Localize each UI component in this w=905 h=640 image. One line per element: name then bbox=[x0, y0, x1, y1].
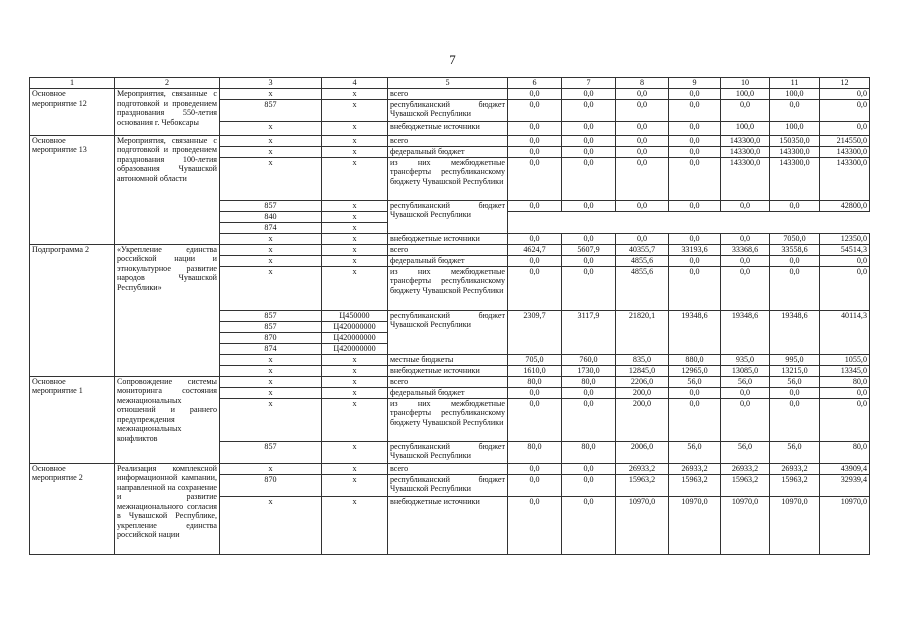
amount-cell: 835,0 bbox=[616, 354, 669, 365]
header-cell: 6 bbox=[508, 78, 562, 89]
amount-cell: 0,0 bbox=[562, 89, 616, 100]
amount-cell: 0,0 bbox=[616, 200, 669, 211]
header-cell: 10 bbox=[721, 78, 770, 89]
amount-cell: 4855,6 bbox=[616, 255, 669, 266]
table-row bbox=[30, 244, 870, 255]
header-cell: 11 bbox=[770, 78, 820, 89]
amount-cell: 40355,7 bbox=[616, 244, 669, 255]
csr-cell: Ц420000000 bbox=[322, 343, 388, 354]
amount-cell: 1610,0 bbox=[508, 365, 562, 376]
amount-cell: 0,0 bbox=[669, 255, 721, 266]
amount-cell: 33558,6 bbox=[770, 244, 820, 255]
amount-cell: 0,0 bbox=[770, 387, 820, 398]
grbs-cell: х bbox=[220, 376, 322, 387]
amount-cell: 10970,0 bbox=[616, 496, 669, 554]
amount-cell: 26933,2 bbox=[721, 463, 770, 474]
row-description-cell: «Укрепление единства российской нации и этнокультурное развитие народов Чувашской Республики» bbox=[115, 244, 220, 376]
amount-cell: 0,0 bbox=[669, 135, 721, 146]
funding-source-cell: всего bbox=[388, 376, 508, 387]
row-description-cell: Сопровождение системы мониторинга состояния межнациональных отношений и раннего предупреждения межнациональных конфликтов bbox=[115, 376, 220, 463]
header-cell: 1 bbox=[30, 78, 115, 89]
amount-cell: 26933,2 bbox=[770, 463, 820, 474]
csr-cell: х bbox=[322, 376, 388, 387]
amount-cell: 12350,0 bbox=[820, 233, 870, 244]
amount-cell: 0,0 bbox=[508, 121, 562, 135]
amount-cell: 0,0 bbox=[562, 99, 616, 121]
amount-cell: 0,0 bbox=[562, 121, 616, 135]
amount-cell: 0,0 bbox=[820, 398, 870, 441]
amount-cell: 0,0 bbox=[721, 200, 770, 211]
amount-cell: 0,0 bbox=[669, 146, 721, 157]
funding-source-cell: внебюджетные источники bbox=[388, 233, 508, 244]
grbs-cell: х bbox=[220, 463, 322, 474]
row-description-cell: Мероприятия, связанные с подготовкой и проведением празднования 100-летия образования Чувашской автономной области bbox=[115, 135, 220, 244]
amount-cell: 0,0 bbox=[616, 233, 669, 244]
amount-cell: 0,0 bbox=[508, 233, 562, 244]
amount-cell: 0,0 bbox=[562, 200, 616, 211]
amount-cell: 0,0 bbox=[562, 266, 616, 310]
grbs-cell: х bbox=[220, 233, 322, 244]
amount-cell: 33193,6 bbox=[669, 244, 721, 255]
amount-cell: 0,0 bbox=[508, 157, 562, 200]
amount-cell: 40114,3 bbox=[820, 310, 870, 354]
table-row bbox=[30, 89, 870, 100]
funding-source-cell: внебюджетные источники bbox=[388, 121, 508, 135]
amount-cell: 5607,9 bbox=[562, 244, 616, 255]
amount-cell: 0,0 bbox=[616, 135, 669, 146]
amount-cell: 12965,0 bbox=[669, 365, 721, 376]
amount-cell: 15963,2 bbox=[616, 474, 669, 496]
amount-cell: 0,0 bbox=[508, 89, 562, 100]
amount-cell: 0,0 bbox=[820, 255, 870, 266]
amount-cell: 214550,0 bbox=[820, 135, 870, 146]
amount-cell: 143300,0 bbox=[770, 146, 820, 157]
amount-cell: 43909,4 bbox=[820, 463, 870, 474]
amount-cell: 0,0 bbox=[508, 135, 562, 146]
amount-cell: 80,0 bbox=[820, 441, 870, 463]
amount-cell: 80,0 bbox=[820, 376, 870, 387]
amount-cell: 26933,2 bbox=[616, 463, 669, 474]
amount-cell: 0,0 bbox=[721, 99, 770, 121]
amount-cell: 0,0 bbox=[562, 387, 616, 398]
funding-source-cell: всего bbox=[388, 244, 508, 255]
header-cell: 12 bbox=[820, 78, 870, 89]
amount-cell: 150350,0 bbox=[770, 135, 820, 146]
amount-cell: 200,0 bbox=[616, 398, 669, 441]
amount-cell: 0,0 bbox=[721, 398, 770, 441]
row-label-cell: Подпрограмма 2 bbox=[30, 244, 115, 376]
amount-cell: 995,0 bbox=[770, 354, 820, 365]
amount-cell: 100,0 bbox=[770, 121, 820, 135]
funding-source-cell: всего bbox=[388, 135, 508, 146]
amount-cell: 0,0 bbox=[508, 266, 562, 310]
amount-cell: 10970,0 bbox=[669, 496, 721, 554]
amount-cell: 42800,0 bbox=[820, 200, 870, 211]
amount-cell: 143300,0 bbox=[721, 157, 770, 200]
csr-cell: х bbox=[322, 146, 388, 157]
csr-cell: х bbox=[322, 121, 388, 135]
header-cell: 8 bbox=[616, 78, 669, 89]
funding-source-cell: республиканский бюджет Чувашской Республики bbox=[388, 474, 508, 496]
amount-cell: 0,0 bbox=[770, 266, 820, 310]
table-row bbox=[30, 463, 870, 474]
amount-cell: 0,0 bbox=[508, 474, 562, 496]
amount-cell: 143300,0 bbox=[721, 135, 770, 146]
funding-source-cell: федеральный бюджет bbox=[388, 255, 508, 266]
funding-source-cell: из них межбюджетные трансферты республиканскому бюджету Чувашской Республики bbox=[388, 398, 508, 441]
amount-cell: 0,0 bbox=[669, 200, 721, 211]
amount-cell: 0,0 bbox=[669, 266, 721, 310]
amount-cell: 0,0 bbox=[820, 89, 870, 100]
csr-cell: х bbox=[322, 463, 388, 474]
csr-cell: х bbox=[322, 244, 388, 255]
grbs-cell: х bbox=[220, 255, 322, 266]
csr-cell: х bbox=[322, 266, 388, 310]
grbs-cell: 874 bbox=[220, 222, 322, 233]
csr-cell: х bbox=[322, 496, 388, 554]
amount-cell: 19348,6 bbox=[770, 310, 820, 354]
grbs-cell: х bbox=[220, 157, 322, 200]
amount-cell: 0,0 bbox=[508, 387, 562, 398]
amount-cell: 26933,2 bbox=[669, 463, 721, 474]
amount-cell: 56,0 bbox=[770, 376, 820, 387]
funding-source-cell: республиканский бюджет Чувашской Республики bbox=[388, 99, 508, 121]
amount-cell: 0,0 bbox=[669, 387, 721, 398]
row-label-cell: Основное мероприятие 13 bbox=[30, 135, 115, 244]
grbs-cell: 857 bbox=[220, 441, 322, 463]
amount-cell: 0,0 bbox=[770, 255, 820, 266]
csr-cell: х bbox=[322, 387, 388, 398]
amount-cell: 0,0 bbox=[562, 146, 616, 157]
amount-cell: 0,0 bbox=[721, 255, 770, 266]
funding-source-cell: всего bbox=[388, 463, 508, 474]
csr-cell: х bbox=[322, 441, 388, 463]
header-cell: 7 bbox=[562, 78, 616, 89]
amount-cell: 0,0 bbox=[820, 121, 870, 135]
header-cell: 9 bbox=[669, 78, 721, 89]
amount-cell: 705,0 bbox=[508, 354, 562, 365]
funding-source-cell: местные бюджеты bbox=[388, 354, 508, 365]
amount-cell: 0,0 bbox=[669, 99, 721, 121]
amount-cell: 143300,0 bbox=[820, 157, 870, 200]
csr-cell: х bbox=[322, 99, 388, 121]
amount-cell: 0,0 bbox=[669, 157, 721, 200]
amount-cell: 880,0 bbox=[669, 354, 721, 365]
row-description-cell: Реализация комплексной информационной кампании, направленной на сохранение и развитие межнационального согласия в Чувашской Республике, укрепление единства российской нации bbox=[115, 463, 220, 554]
amount-cell: 0,0 bbox=[820, 266, 870, 310]
amount-cell: 0,0 bbox=[562, 255, 616, 266]
amount-cell: 7050,0 bbox=[770, 233, 820, 244]
csr-cell: Ц450000 bbox=[322, 310, 388, 321]
csr-cell: х bbox=[322, 255, 388, 266]
amount-cell: 2309,7 bbox=[508, 310, 562, 354]
amount-cell: 2006,0 bbox=[616, 441, 669, 463]
funding-source-cell: из них межбюджетные трансферты республиканскому бюджету Чувашской Республики bbox=[388, 157, 508, 200]
amount-cell: 80,0 bbox=[508, 441, 562, 463]
amount-cell: 0,0 bbox=[669, 398, 721, 441]
amount-cell: 100,0 bbox=[721, 89, 770, 100]
row-label-cell: Основное мероприятие 1 bbox=[30, 376, 115, 463]
funding-source-cell: республиканский бюджет Чувашской Республики bbox=[388, 310, 508, 354]
csr-cell: х bbox=[322, 222, 388, 233]
row-description-cell: Мероприятия, связанные с подготовкой и проведением празднования 550-летия основания г. Чебоксары bbox=[115, 89, 220, 136]
grbs-cell: 870 bbox=[220, 332, 322, 343]
table-row bbox=[30, 135, 870, 146]
amount-cell: 0,0 bbox=[508, 146, 562, 157]
amount-cell: 0,0 bbox=[820, 99, 870, 121]
amount-cell: 100,0 bbox=[770, 89, 820, 100]
grbs-cell: 840 bbox=[220, 211, 322, 222]
header-cell: 3 bbox=[220, 78, 322, 89]
amount-cell: 0,0 bbox=[508, 398, 562, 441]
amount-cell: 1730,0 bbox=[562, 365, 616, 376]
amount-cell: 33368,6 bbox=[721, 244, 770, 255]
funding-source-cell: внебюджетные источники bbox=[388, 496, 508, 554]
grbs-cell: 857 bbox=[220, 99, 322, 121]
amount-cell: 0,0 bbox=[616, 99, 669, 121]
amount-cell: 56,0 bbox=[669, 441, 721, 463]
amount-cell: 15963,2 bbox=[721, 474, 770, 496]
csr-cell: х bbox=[322, 354, 388, 365]
amount-cell: 0,0 bbox=[562, 496, 616, 554]
header-cell: 5 bbox=[388, 78, 508, 89]
csr-cell: х bbox=[322, 200, 388, 211]
table-row bbox=[30, 376, 870, 387]
grbs-cell: х bbox=[220, 244, 322, 255]
amount-cell: 935,0 bbox=[721, 354, 770, 365]
grbs-cell: х bbox=[220, 496, 322, 554]
amount-cell: 0,0 bbox=[562, 474, 616, 496]
page-number: 7 bbox=[449, 52, 456, 67]
grbs-cell: х bbox=[220, 387, 322, 398]
amount-cell: 0,0 bbox=[562, 398, 616, 441]
grbs-cell: х bbox=[220, 135, 322, 146]
amount-cell: 0,0 bbox=[770, 398, 820, 441]
amount-cell: 0,0 bbox=[508, 463, 562, 474]
amount-cell: 1055,0 bbox=[820, 354, 870, 365]
funding-source-cell: всего bbox=[388, 89, 508, 100]
amount-cell: 0,0 bbox=[669, 121, 721, 135]
grbs-cell: х bbox=[220, 89, 322, 100]
amount-cell: 13215,0 bbox=[770, 365, 820, 376]
header-cell: 4 bbox=[322, 78, 388, 89]
amount-cell: 56,0 bbox=[669, 376, 721, 387]
amount-cell: 0,0 bbox=[562, 135, 616, 146]
amount-cell: 0,0 bbox=[669, 233, 721, 244]
csr-cell: х bbox=[322, 365, 388, 376]
amount-cell: 21820,1 bbox=[616, 310, 669, 354]
amount-cell: 56,0 bbox=[770, 441, 820, 463]
amount-cell: 0,0 bbox=[669, 89, 721, 100]
funding-source-cell: республиканский бюджет Чувашской Республики bbox=[388, 441, 508, 463]
amount-cell: 10970,0 bbox=[721, 496, 770, 554]
funding-source-cell: федеральный бюджет bbox=[388, 387, 508, 398]
csr-cell: Ц420000000 bbox=[322, 321, 388, 332]
amount-cell: 12845,0 bbox=[616, 365, 669, 376]
amount-cell: 32939,4 bbox=[820, 474, 870, 496]
amount-cell: 143300,0 bbox=[721, 146, 770, 157]
csr-cell: х bbox=[322, 211, 388, 222]
amount-cell: 0,0 bbox=[562, 157, 616, 200]
amount-cell: 54514,3 bbox=[820, 244, 870, 255]
amount-cell: 0,0 bbox=[820, 387, 870, 398]
amount-cell: 760,0 bbox=[562, 354, 616, 365]
table-body bbox=[30, 78, 870, 555]
amount-cell: 143300,0 bbox=[770, 157, 820, 200]
amount-cell: 0,0 bbox=[616, 121, 669, 135]
amount-cell: 56,0 bbox=[721, 376, 770, 387]
csr-cell: х bbox=[322, 233, 388, 244]
amount-cell: 3117,9 bbox=[562, 310, 616, 354]
csr-cell: х bbox=[322, 157, 388, 200]
grbs-cell: 857 bbox=[220, 310, 322, 321]
amount-cell: 100,0 bbox=[721, 121, 770, 135]
row-label-cell: Основное мероприятие 12 bbox=[30, 89, 115, 136]
budget-table bbox=[29, 77, 870, 555]
row-label-cell: Основное мероприятие 2 bbox=[30, 463, 115, 554]
amount-cell: 0,0 bbox=[770, 99, 820, 121]
header-cell: 2 bbox=[115, 78, 220, 89]
amount-cell: 0,0 bbox=[770, 200, 820, 211]
amount-cell: 80,0 bbox=[562, 376, 616, 387]
csr-cell: х bbox=[322, 398, 388, 441]
grbs-cell: 874 bbox=[220, 343, 322, 354]
amount-cell: 2206,0 bbox=[616, 376, 669, 387]
amount-cell: 15963,2 bbox=[770, 474, 820, 496]
amount-cell: 0,0 bbox=[721, 233, 770, 244]
amount-cell: 0,0 bbox=[616, 157, 669, 200]
amount-cell: 10970,0 bbox=[770, 496, 820, 554]
amount-cell: 13345,0 bbox=[820, 365, 870, 376]
amount-cell: 15963,2 bbox=[669, 474, 721, 496]
amount-cell: 0,0 bbox=[508, 255, 562, 266]
amount-cell: 143300,0 bbox=[820, 146, 870, 157]
grbs-cell: х bbox=[220, 146, 322, 157]
amount-cell: 56,0 bbox=[721, 441, 770, 463]
amount-cell: 0,0 bbox=[562, 233, 616, 244]
amount-cell: 80,0 bbox=[508, 376, 562, 387]
grbs-cell: х bbox=[220, 121, 322, 135]
amount-cell: 0,0 bbox=[508, 496, 562, 554]
amount-cell: 0,0 bbox=[721, 387, 770, 398]
amount-cell: 4624,7 bbox=[508, 244, 562, 255]
amount-cell: 10970,0 bbox=[820, 496, 870, 554]
grbs-cell: 857 bbox=[220, 200, 322, 211]
csr-cell: х bbox=[322, 135, 388, 146]
grbs-cell: х bbox=[220, 365, 322, 376]
csr-cell: Ц420000000 bbox=[322, 332, 388, 343]
amount-cell: 0,0 bbox=[508, 99, 562, 121]
funding-source-cell: республиканский бюджет Чувашской Республики bbox=[388, 200, 508, 233]
amount-cell: 0,0 bbox=[616, 89, 669, 100]
amount-cell: 4855,6 bbox=[616, 266, 669, 310]
grbs-cell: х bbox=[220, 266, 322, 310]
amount-cell: 0,0 bbox=[616, 146, 669, 157]
funding-source-cell: внебюджетные источники bbox=[388, 365, 508, 376]
grbs-cell: х bbox=[220, 354, 322, 365]
csr-cell: х bbox=[322, 89, 388, 100]
header-row bbox=[30, 78, 870, 89]
amount-cell: 19348,6 bbox=[669, 310, 721, 354]
funding-source-cell: федеральный бюджет bbox=[388, 146, 508, 157]
csr-cell: х bbox=[322, 474, 388, 496]
amount-cell: 0,0 bbox=[562, 463, 616, 474]
amount-cell: 200,0 bbox=[616, 387, 669, 398]
grbs-cell: 870 bbox=[220, 474, 322, 496]
amount-cell: 19348,6 bbox=[721, 310, 770, 354]
amount-cell: 0,0 bbox=[508, 200, 562, 211]
funding-source-cell: из них межбюджетные трансферты республиканскому бюджету Чувашской Республики bbox=[388, 266, 508, 310]
amount-cell: 0,0 bbox=[721, 266, 770, 310]
grbs-cell: х bbox=[220, 398, 322, 441]
amount-cell: 13085,0 bbox=[721, 365, 770, 376]
grbs-cell: 857 bbox=[220, 321, 322, 332]
amount-cell: 80,0 bbox=[562, 441, 616, 463]
